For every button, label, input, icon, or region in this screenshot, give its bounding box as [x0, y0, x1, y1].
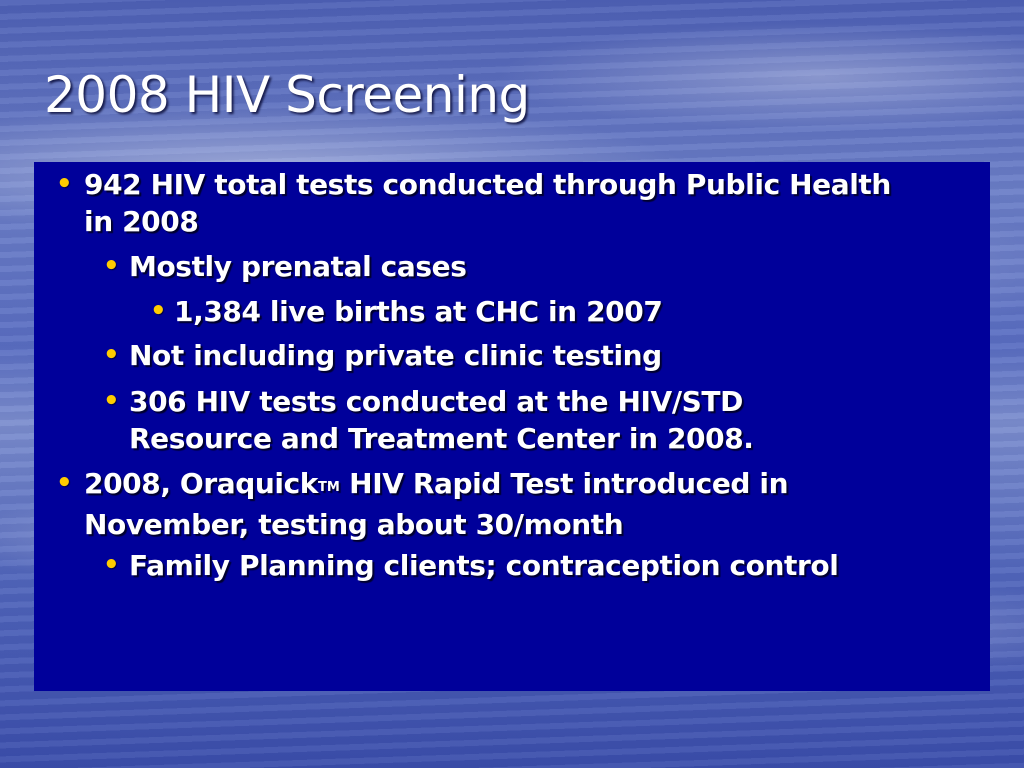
- bullet-text-post: HIV Rapid Test introduced in November, testing about 30/month: [84, 467, 789, 541]
- bullet-dot-icon: •: [103, 251, 120, 281]
- bullet-dot-icon: •: [56, 169, 73, 199]
- bullet-text: 1,384 live births at CHC in 2007: [174, 295, 663, 328]
- bullet-dot-icon: •: [103, 386, 120, 416]
- bullet-item-std-center: [103, 383, 889, 457]
- slide-title: 2008 HIV Screening: [44, 66, 530, 124]
- bullet-text: 942 HIV total tests conducted through Public Health in 2008: [84, 168, 891, 238]
- bullet-item-public-health-tests: [56, 166, 904, 240]
- trademark-symbol: TM: [318, 480, 340, 495]
- bullet-text: Family Planning clients; contraception control: [129, 549, 839, 582]
- bullet-item-family-planning: [103, 547, 969, 584]
- bullet-item-live-births: [150, 293, 934, 330]
- bullet-text-pre: 2008, Oraquick: [84, 467, 319, 500]
- bullet-item-private-clinic: [103, 337, 929, 374]
- bullet-dot-icon: •: [150, 296, 167, 326]
- bullet-text: Not including private clinic testing: [129, 339, 662, 372]
- bullet-text: [84, 467, 788, 541]
- bullet-text: Mostly prenatal cases: [129, 250, 467, 283]
- bullet-item-prenatal: [103, 248, 929, 285]
- content-panel: [34, 162, 990, 691]
- bullet-text: 306 HIV tests conducted at the HIV/STD Resource and Treatment Center in 2008.: [129, 385, 754, 455]
- bullet-dot-icon: •: [56, 468, 73, 498]
- bullet-item-oraquick: [56, 465, 934, 543]
- bullet-dot-icon: •: [103, 340, 120, 370]
- bullet-dot-icon: •: [103, 550, 120, 580]
